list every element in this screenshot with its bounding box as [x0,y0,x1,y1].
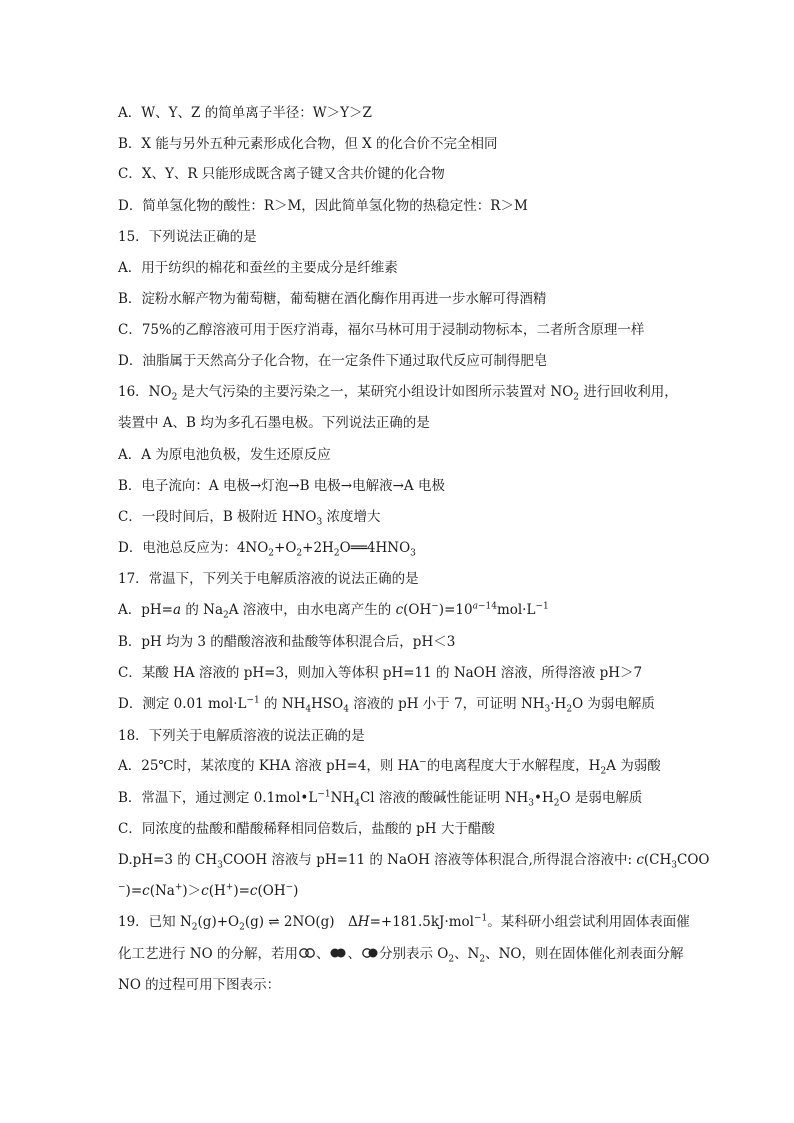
text-line: D．电池总反应为：$4NO_2+O_2+2H_2O══4HNO_3$ [118,540,416,559]
text-line: C．75%的乙醇溶液可用于医疗消毒，福尔马林可用于浸制动物标本，二者所含原理一样 [118,322,645,338]
text-line: C．一段时间后，B 极附近 $HNO_3$ 浓度增大 [118,509,381,528]
text-line: 19．已知 $N_2(g)+O_2(g)$ ⇌ 2NO(g) ΔH=+181.5kJ·mol$^{-1}$。某科研小组尝试利用固体表面催 [118,913,690,933]
text-line: 15．下列说法正确的是 [118,229,257,245]
text-line: C．同浓度的盐酸和醋酸稀释相同倍数后，盐酸的 pH 大于醋酸 [118,821,495,837]
o2-molecule-icon [298,946,316,964]
text-line: A．pH=a 的 $Na_2A$ 溶液中，由水电离产生的 $c(OH^-)=10^{a-14}mol\cdot L^{-1}$ [118,601,549,621]
text-line: 化工艺进行 NO 的分解，若用 、 、 分别表示 $O_2$、$N_2$、NO，则在固体催化剂表面分解 [118,946,684,965]
text-line: A．W、Y、Z 的简单离子半径：W＞Y＞Z [118,105,372,121]
text-line: 装置中 A、B 均为多孔石墨电极。下列说法正确的是 [118,415,430,431]
text-line: B．pH 均为 3 的醋酸溶液和盐酸等体积混合后，pH＜3 [118,634,456,650]
text-line: 18．下列关于电解质溶液的说法正确的是 [118,728,365,744]
text-line: 16．$NO_2$ 是大气污染的主要污染之一，某研究小组设计如图所示装置对 $NO_2$ 进行回收利用， [118,384,678,403]
text-line: B．常温下，通过测定 $0.1mol•L^{-1}NH_4Cl$ 溶液的酸碱性能证明 $NH_3•H_2O$ 是弱电解质 [118,789,643,809]
text-line: A．A 为原电池负极，发生还原反应 [118,447,331,463]
text-line: C．X、Y、R 只能形成既含离子键又含共价键的化合物 [118,166,445,182]
text-line: A．用于纺织的棉花和蚕丝的主要成分是纤维素 [118,260,398,276]
text-line: D．简单氢化物的酸性：R＞M，因此简单氢化物的热稳定性：R＞M [118,198,528,214]
text-line: B．X 能与另外五种元素形成化合物，但 X 的化合价不完全相同 [118,136,498,152]
text-line: B．电子流向：A 电极→灯泡→B 电极→电解液→A 电极 [118,478,445,494]
text-line: NO 的过程可用下图表示： [118,977,281,993]
text-line: 17．常温下，下列关于电解质溶液的说法正确的是 [118,571,419,587]
no-molecule-icon [361,946,379,964]
text-line: D．油脂属于天然高分子化合物，在一定条件下通过取代反应可制得肥皂 [118,353,548,369]
text-line: A．25℃时，某浓度的 KHA 溶液 pH=4，则 HA−的电离程度大于水解程度，$H_2A$ 为弱酸 [118,757,661,777]
n2-molecule-icon [329,946,347,964]
text-line: D．测定 0.01 $mol\cdot L^{-1}$ 的 $NH_4HSO_4$ 溶液的 pH 小于 7，可证明 $NH_3\cdot H_2O$ 为弱电解质 [118,695,655,715]
text-line: B．淀粉水解产物为葡萄糖，葡萄糖在酒化酶作用再进一步水解可得酒精 [118,291,547,307]
text-line: −)=c(Na+)＞c(H+)=c(OH−) [118,882,299,899]
text-line: D.pH=3 的 $CH_3COOH$ 溶液与 pH=11 的 NaOH 溶液等体积混合,所得混合溶液中: $c(CH_3COO$ [118,852,710,871]
text-line: C．某酸 HA 溶液的 pH=3，则加入等体积 pH=11 的 NaOH 溶液，所得溶液 pH＞7 [118,665,643,681]
